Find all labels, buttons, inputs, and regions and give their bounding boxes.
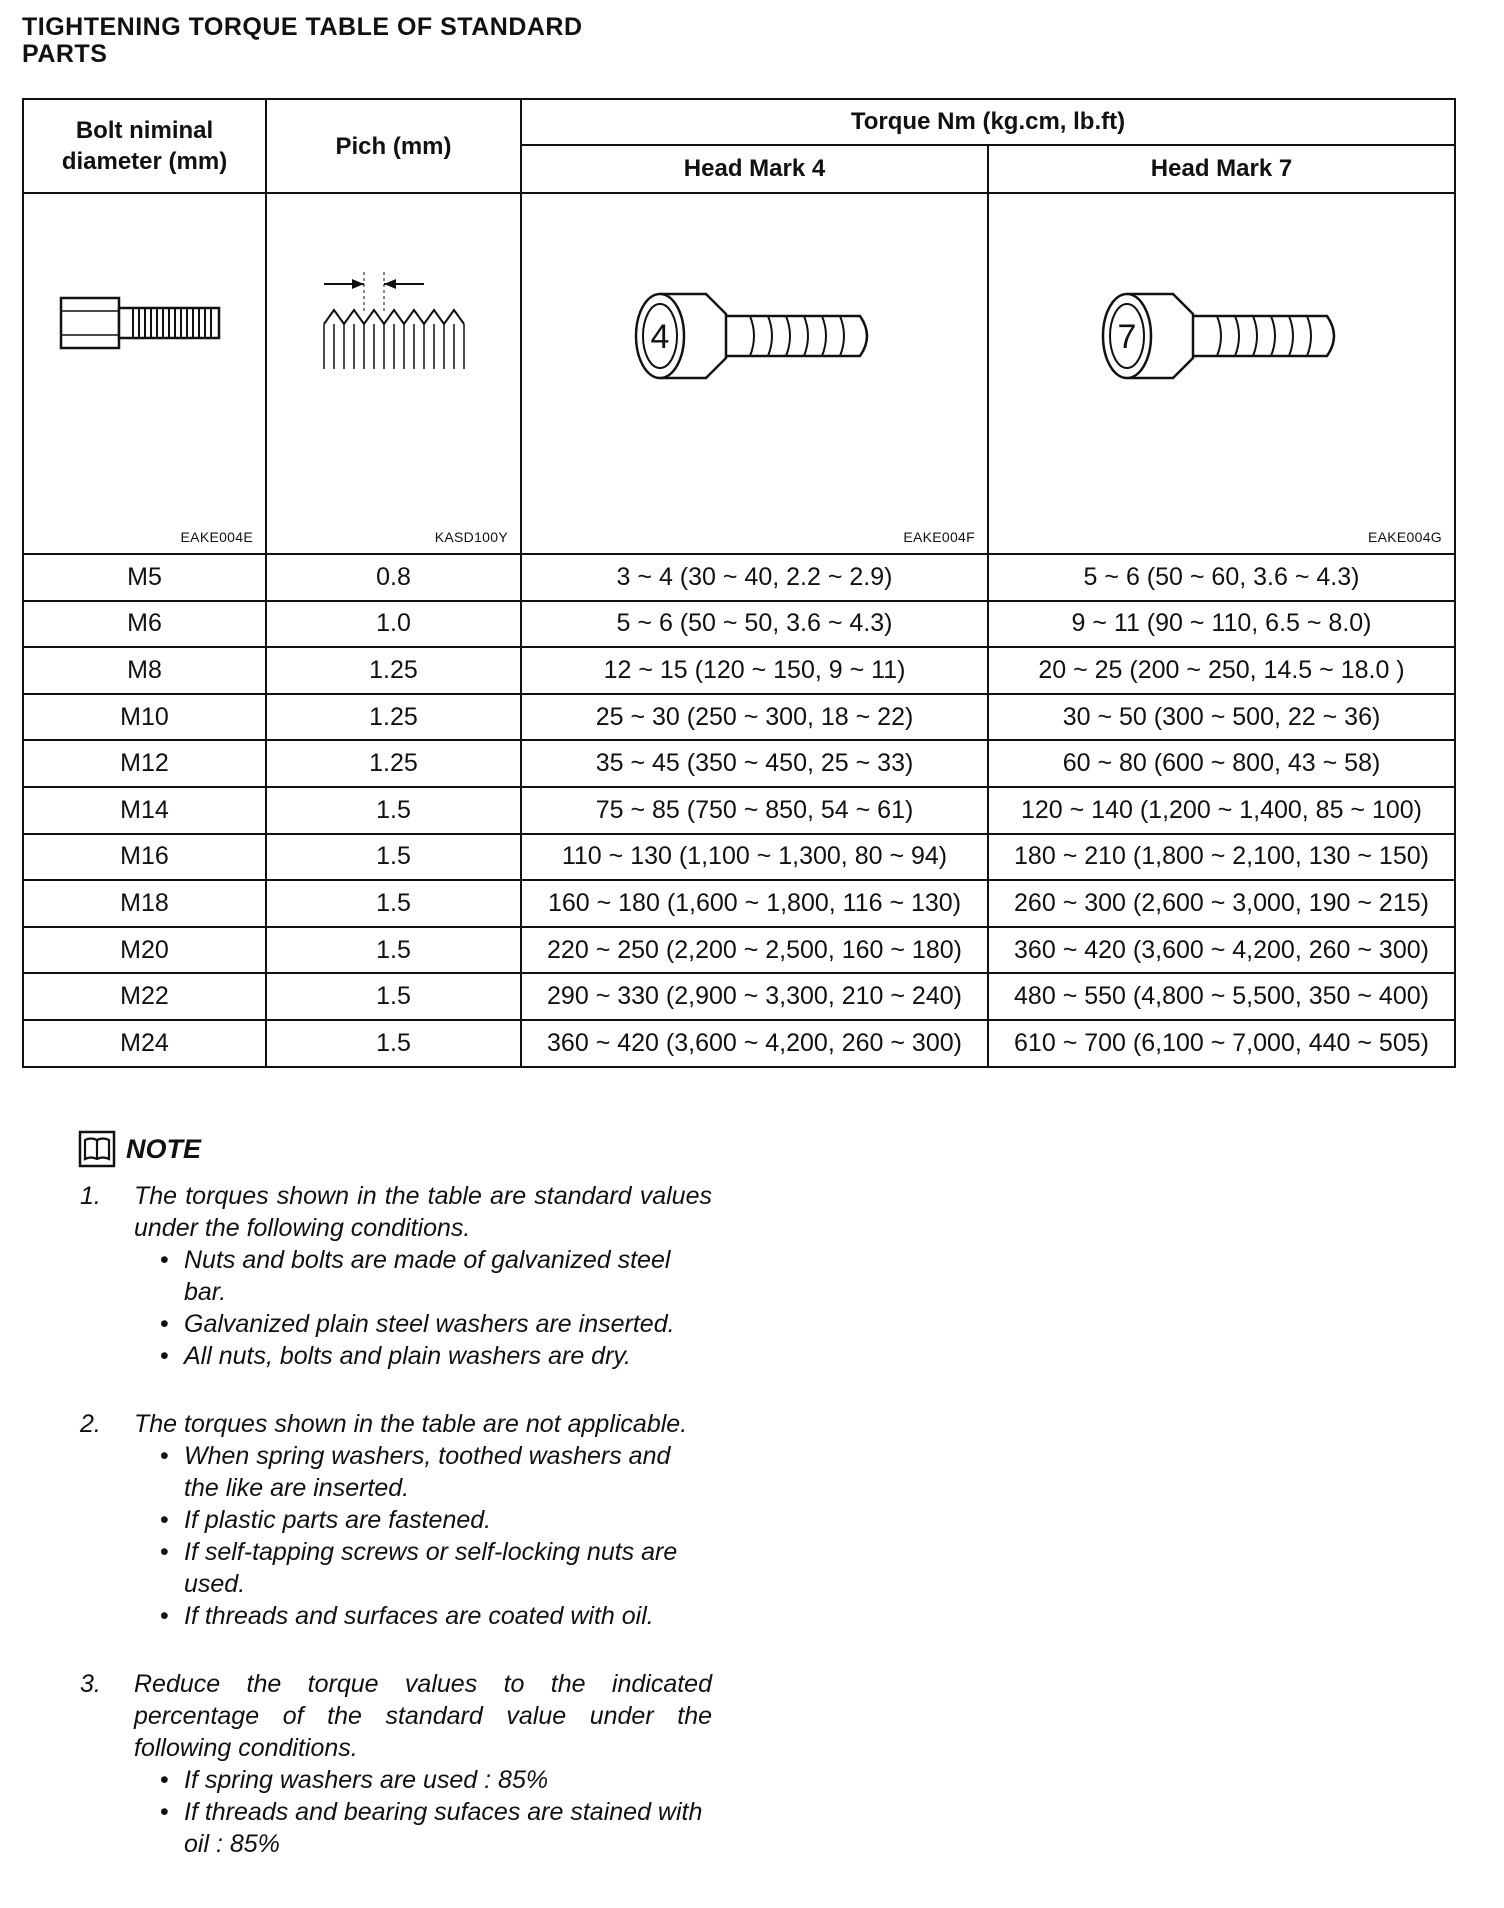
note-header (78, 1130, 712, 1168)
header-torque: Torque Nm (kg.cm, lb.ft) (521, 99, 1455, 145)
head-mark-4-symbol: 4 (650, 318, 669, 356)
page-title (22, 14, 583, 68)
note-number: 1. (80, 1182, 101, 1210)
cell-pitch: 1.5 (266, 787, 521, 834)
cell-pitch: 1.5 (266, 927, 521, 974)
cell-torque-mark-7: 180 ~ 210 (1,800 ~ 2,100, 130 ~ 150) (988, 834, 1455, 881)
head-mark-4-bolt-icon (630, 286, 880, 386)
cell-torque-mark-7: 260 ~ 300 (2,600 ~ 3,000, 190 ~ 215) (988, 880, 1455, 927)
image-code-pitch: KASD100Y (434, 529, 508, 545)
image-code-mark4: EAKE004F (903, 529, 975, 545)
table-row (23, 834, 1455, 881)
table-row (23, 880, 1455, 927)
head-mark-7-illustration-cell (988, 193, 1455, 554)
cell-torque-mark-7: 610 ~ 700 (6,100 ~ 7,000, 440 ~ 505) (988, 1020, 1455, 1067)
table-row (23, 554, 1455, 601)
cell-bolt-size: M24 (23, 1020, 266, 1067)
cell-bolt-size: M16 (23, 834, 266, 881)
note-bullet: • All nuts, bolts and plain washers are dry. (158, 1340, 712, 1372)
note-bullet-list (134, 1440, 712, 1632)
header-bolt-diameter: Bolt niminal diameter (mm) (23, 99, 266, 193)
torque-table (22, 98, 1456, 1068)
cell-pitch: 1.5 (266, 973, 521, 1020)
table-row (23, 787, 1455, 834)
cell-pitch: 0.8 (266, 554, 521, 601)
cell-torque-mark-7: 30 ~ 50 (300 ~ 500, 22 ~ 36) (988, 694, 1455, 741)
cell-torque-mark-7: 20 ~ 25 (200 ~ 250, 14.5 ~ 18.0 ) (988, 647, 1455, 694)
note-item (72, 1408, 712, 1632)
cell-torque-mark-4: 110 ~ 130 (1,100 ~ 1,300, 80 ~ 94) (521, 834, 988, 881)
cell-pitch: 1.5 (266, 834, 521, 881)
note-bullet: • If threads and bearing sufaces are stained with oil : 85% (158, 1796, 712, 1860)
cell-bolt-size: M22 (23, 973, 266, 1020)
note-number: 2. (80, 1410, 101, 1438)
cell-torque-mark-7: 5 ~ 6 (50 ~ 60, 3.6 ~ 4.3) (988, 554, 1455, 601)
cell-torque-mark-7: 9 ~ 11 (90 ~ 110, 6.5 ~ 8.0) (988, 601, 1455, 648)
note-bullet-list (134, 1764, 712, 1860)
cell-torque-mark-7: 480 ~ 550 (4,800 ~ 5,500, 350 ~ 400) (988, 973, 1455, 1020)
cell-torque-mark-7: 60 ~ 80 (600 ~ 800, 43 ~ 58) (988, 740, 1455, 787)
title-line-1: TIGHTENING TORQUE TABLE OF STANDARD (22, 13, 583, 41)
note-text: The torques shown in the table are not applicable. (134, 1410, 688, 1438)
header-head-mark-4: Head Mark 4 (521, 145, 988, 193)
note-bullet: • If plastic parts are fastened. (158, 1504, 712, 1536)
cell-torque-mark-4: 75 ~ 85 (750 ~ 850, 54 ~ 61) (521, 787, 988, 834)
table-row (23, 973, 1455, 1020)
table-row (23, 647, 1455, 694)
head-mark-7-bolt-icon (1097, 286, 1347, 386)
cell-torque-mark-4: 12 ~ 15 (120 ~ 150, 9 ~ 11) (521, 647, 988, 694)
cell-torque-mark-4: 290 ~ 330 (2,900 ~ 3,300, 210 ~ 240) (521, 973, 988, 1020)
table-row (23, 740, 1455, 787)
note-items (72, 1180, 712, 1860)
cell-bolt-size: M10 (23, 694, 266, 741)
cell-torque-mark-4: 5 ~ 6 (50 ~ 50, 3.6 ~ 4.3) (521, 601, 988, 648)
cell-bolt-size: M14 (23, 787, 266, 834)
cell-bolt-size: M18 (23, 880, 266, 927)
bolt-diagram-icon (57, 286, 233, 358)
note-label: NOTE (126, 1134, 202, 1164)
note-bullet-list (134, 1244, 712, 1372)
title-line-2: PARTS (22, 40, 108, 68)
cell-pitch: 1.25 (266, 694, 521, 741)
cell-pitch: 1.0 (266, 601, 521, 648)
note-text: Reduce the torque values to the indicated percentage of the standard value under the following conditions. (134, 1670, 712, 1762)
image-code-bolt: EAKE004E (180, 529, 253, 545)
cell-torque-mark-4: 160 ~ 180 (1,600 ~ 1,800, 116 ~ 130) (521, 880, 988, 927)
cell-torque-mark-4: 25 ~ 30 (250 ~ 300, 18 ~ 22) (521, 694, 988, 741)
cell-bolt-size: M12 (23, 740, 266, 787)
note-item (72, 1668, 712, 1860)
header-pitch: Pich (mm) (266, 99, 521, 193)
cell-torque-mark-4: 360 ~ 420 (3,600 ~ 4,200, 260 ~ 300) (521, 1020, 988, 1067)
table-row (23, 1020, 1455, 1067)
image-code-mark7: EAKE004G (1368, 529, 1442, 545)
cell-torque-mark-7: 120 ~ 140 (1,200 ~ 1,400, 85 ~ 100) (988, 787, 1455, 834)
cell-pitch: 1.5 (266, 880, 521, 927)
pitch-illustration-cell (266, 193, 521, 554)
head-mark-4-illustration-cell (521, 193, 988, 554)
cell-bolt-size: M5 (23, 554, 266, 601)
note-item (72, 1180, 712, 1372)
cell-torque-mark-7: 360 ~ 420 (3,600 ~ 4,200, 260 ~ 300) (988, 927, 1455, 974)
note-number: 3. (80, 1670, 101, 1698)
note-section (72, 1130, 712, 1896)
thread-pitch-diagram-icon (304, 264, 484, 374)
note-bullet: • If threads and surfaces are coated with oil. (158, 1600, 712, 1632)
book-icon (78, 1130, 116, 1168)
cell-bolt-size: M8 (23, 647, 266, 694)
note-text: The torques shown in the table are standard values under the following conditions. (134, 1182, 712, 1242)
cell-torque-mark-4: 220 ~ 250 (2,200 ~ 2,500, 160 ~ 180) (521, 927, 988, 974)
cell-torque-mark-4: 3 ~ 4 (30 ~ 40, 2.2 ~ 2.9) (521, 554, 988, 601)
note-bullet: • If self-tapping screws or self-locking nuts are used. (158, 1536, 712, 1600)
cell-bolt-size: M6 (23, 601, 266, 648)
note-bullet: • Galvanized plain steel washers are inserted. (158, 1308, 712, 1340)
table-row (23, 694, 1455, 741)
table-row (23, 601, 1455, 648)
cell-pitch: 1.25 (266, 647, 521, 694)
note-bullet: • If spring washers are used : 85% (158, 1764, 712, 1796)
bolt-illustration-cell (23, 193, 266, 554)
cell-torque-mark-4: 35 ~ 45 (350 ~ 450, 25 ~ 33) (521, 740, 988, 787)
cell-pitch: 1.25 (266, 740, 521, 787)
cell-bolt-size: M20 (23, 927, 266, 974)
table-row (23, 927, 1455, 974)
cell-pitch: 1.5 (266, 1020, 521, 1067)
note-bullet: • When spring washers, toothed washers and the like are inserted. (158, 1440, 712, 1504)
note-bullet: • Nuts and bolts are made of galvanized steel bar. (158, 1244, 712, 1308)
header-head-mark-7: Head Mark 7 (988, 145, 1455, 193)
head-mark-7-symbol: 7 (1117, 318, 1136, 356)
